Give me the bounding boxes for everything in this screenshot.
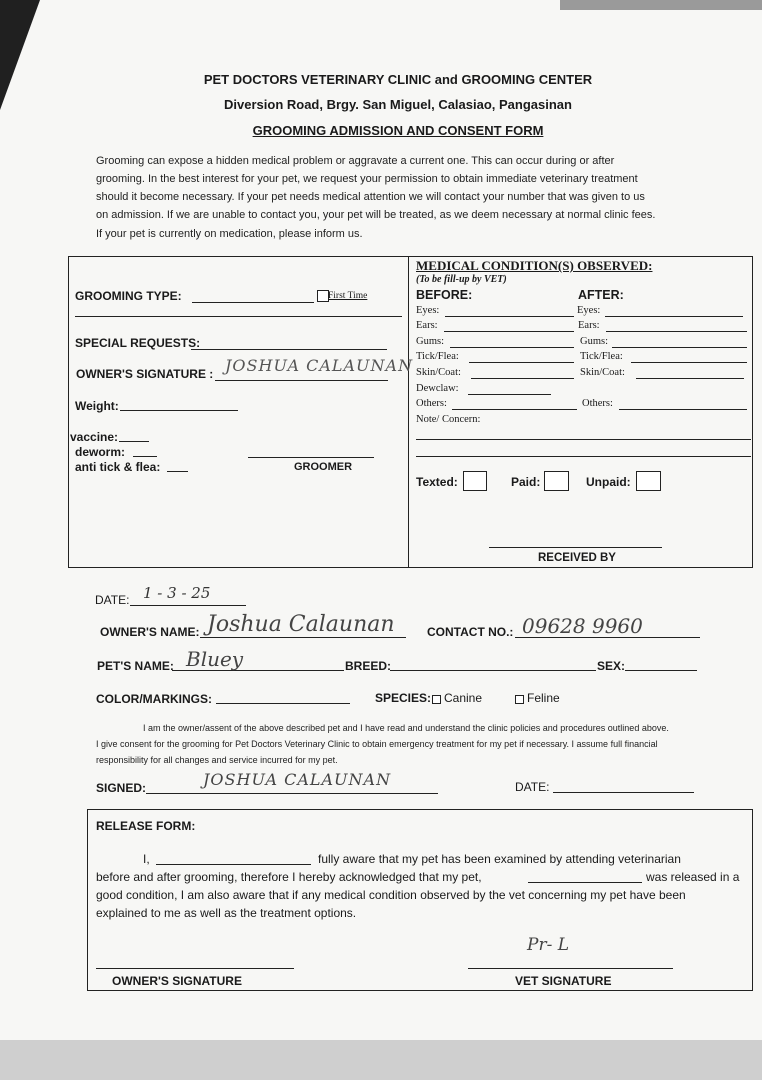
scan-shadow-top: [560, 0, 762, 10]
weight-label: Weight:: [75, 399, 119, 413]
color-markings-line[interactable]: [216, 703, 350, 704]
release-name-line[interactable]: [156, 864, 311, 865]
after-tick-line[interactable]: [631, 362, 747, 363]
after-gums-line[interactable]: [612, 347, 747, 348]
signed-line[interactable]: [146, 793, 438, 794]
intro-line-1: Grooming can expose a hidden medical problem or aggravate a current one. This can occur during or after: [96, 155, 615, 167]
grooming-type-line[interactable]: [192, 302, 314, 303]
before-gums-line[interactable]: [450, 347, 574, 348]
after-others-line[interactable]: [619, 409, 747, 410]
scan-bottom-edge: [0, 1040, 762, 1080]
sex-line[interactable]: [625, 670, 697, 671]
release-line-1b: fully aware that my pet has been examined by attending veterinarian: [318, 852, 681, 866]
consent-line-3: responsibility for all changes and service incurred for my pet.: [96, 755, 338, 765]
received-by-label: RECEIVED BY: [538, 552, 616, 564]
consent-line-1: I am the owner/assent of the above described pet and I have read and understand the clinic policies and procedures outlined above.: [143, 723, 669, 733]
before-others-line[interactable]: [452, 409, 577, 410]
medical-condition-title: MEDICAL CONDITION(S) OBSERVED:: [416, 258, 653, 273]
color-markings-label: COLOR/MARKINGS:: [96, 692, 212, 706]
first-time-label: First Time: [328, 291, 368, 301]
release-form-title: RELEASE FORM:: [96, 819, 196, 833]
release-line-2a: before and after grooming, therefore I hereby acknowledged that my pet,: [96, 870, 482, 884]
breed-line[interactable]: [390, 670, 596, 671]
note-concern-label: Note/ Concern:: [416, 414, 481, 425]
unpaid-label: Unpaid:: [586, 475, 631, 489]
owner-signature-release-line[interactable]: [96, 968, 294, 969]
canine-label: Canine: [444, 691, 483, 705]
grooming-type-line-2[interactable]: [75, 316, 402, 317]
species-label: SPECIES:: [375, 691, 432, 705]
before-tick-line[interactable]: [469, 362, 574, 363]
before-others-label: Others:: [416, 398, 447, 409]
sex-label: SEX:: [597, 659, 626, 673]
after-label: AFTER:: [578, 288, 624, 302]
after-ears-line[interactable]: [606, 331, 747, 332]
canine-checkbox[interactable]: [432, 695, 441, 704]
after-eyes-label: Eyes:: [577, 305, 601, 316]
before-skin-label: Skin/Coat:: [416, 367, 461, 378]
intro-line-5: If your pet is currently on medication, please inform us.: [96, 228, 363, 240]
special-requests-label: SPECIAL REQUESTS:: [75, 336, 201, 350]
deworm-line[interactable]: [133, 456, 157, 457]
owner-signature-line[interactable]: [215, 380, 388, 381]
owner-signature-release-label: OWNER'S SIGNATURE: [112, 974, 242, 988]
owner-name-line[interactable]: [200, 637, 406, 638]
groomer-label: GROOMER: [294, 461, 353, 473]
vet-signature-line[interactable]: [468, 968, 673, 969]
weight-line[interactable]: [120, 410, 238, 411]
intro-line-4: on admission. If we are unable to contact you, your pet will be treated, as we deem necessary at normal clinic fees.: [96, 209, 656, 221]
anti-tick-line[interactable]: [167, 471, 188, 472]
deworm-label: deworm:: [75, 445, 126, 459]
received-by-line[interactable]: [489, 547, 662, 548]
owner-signature-value: JOSHUA CALAUNAN: [225, 356, 414, 375]
texted-checkbox[interactable]: [463, 471, 487, 491]
consent-date-line[interactable]: [553, 792, 694, 793]
paid-checkbox[interactable]: [544, 471, 569, 491]
after-skin-line[interactable]: [636, 378, 744, 379]
contact-label: CONTACT NO.:: [427, 625, 514, 639]
before-tick-label: Tick/Flea:: [416, 351, 459, 362]
release-pet-line[interactable]: [528, 882, 642, 883]
texted-label: Texted:: [416, 475, 458, 489]
after-gums-label: Gums:: [580, 336, 609, 347]
before-label: BEFORE:: [416, 288, 473, 302]
owner-name-label: OWNER'S NAME:: [100, 625, 200, 639]
anti-tick-label: anti tick & flea:: [75, 460, 161, 474]
breed-label: BREED:: [345, 659, 392, 673]
vaccine-line[interactable]: [119, 441, 149, 442]
vet-signature-label: VET SIGNATURE: [515, 974, 612, 988]
medical-condition-subtitle: (To be fill-up by VET): [416, 274, 507, 285]
groomer-line[interactable]: [248, 457, 374, 458]
vaccine-label: vaccine:: [70, 430, 119, 444]
feline-checkbox[interactable]: [515, 695, 524, 704]
after-others-label: Others:: [582, 398, 613, 409]
release-line-2b: was released in a: [646, 870, 740, 884]
scan-shadow-corner: [0, 0, 40, 110]
vet-signature-value: Pr- L: [527, 935, 570, 955]
grooming-type-label: GROOMING TYPE:: [75, 289, 182, 303]
before-dewclaw-label: Dewclaw:: [416, 383, 459, 394]
before-gums-label: Gums:: [416, 336, 445, 347]
before-ears-label: Ears:: [416, 320, 438, 331]
after-skin-label: Skin/Coat:: [580, 367, 625, 378]
date-line[interactable]: [130, 605, 246, 606]
consent-line-2: I give consent for the grooming for Pet Doctors Veterinary Clinic to obtain emergency treatment for my pet if necessary. I assume full financial: [96, 739, 658, 749]
contact-value: 09628 9960: [522, 614, 643, 638]
consent-date-label: DATE:: [515, 780, 550, 794]
date-value: 1 - 3 - 25: [143, 584, 211, 602]
owner-signature-label: OWNER'S SIGNATURE :: [76, 367, 214, 381]
intro-line-3: should it become necessary. If your pet needs medical attention we will contact your number that was given to us: [96, 191, 645, 203]
unpaid-checkbox[interactable]: [636, 471, 661, 491]
special-requests-line[interactable]: [191, 349, 387, 350]
clinic-name: PET DOCTORS VETERINARY CLINIC and GROOMING CENTER: [203, 72, 593, 87]
paid-label: Paid:: [511, 475, 541, 489]
date-label: DATE:: [95, 593, 130, 607]
pet-name-label: PET'S NAME:: [97, 659, 174, 673]
note-line-2[interactable]: [416, 456, 751, 457]
signed-value: JOSHUA CALAUNAN: [203, 770, 392, 789]
after-eyes-line[interactable]: [605, 316, 743, 317]
after-tick-label: Tick/Flea:: [580, 351, 623, 362]
intro-line-2: grooming. In the best interest for your pet, we request your permission to obtain immediate veterinary treatment: [96, 173, 638, 185]
feline-label: Feline: [527, 691, 560, 705]
clinic-address: Diversion Road, Brgy. San Miguel, Calasiao, Pangasinan: [224, 97, 572, 112]
owner-name-value: Joshua Calaunan: [207, 612, 395, 637]
pet-name-value: Bluey: [186, 647, 244, 671]
signed-label: SIGNED:: [96, 781, 147, 795]
before-eyes-label: Eyes:: [416, 305, 440, 316]
before-ears-line[interactable]: [444, 331, 574, 332]
form-title: GROOMING ADMISSION AND CONSENT FORM: [252, 123, 544, 138]
admission-divider: [408, 257, 409, 567]
release-line-3: good condition, I am also aware that if any medical condition observed by the vet concerning my pet have been: [96, 888, 686, 902]
release-line-4: explained to me as well as the treatment options.: [96, 906, 357, 920]
release-line-1a: I,: [143, 852, 150, 866]
before-dewclaw-line[interactable]: [468, 394, 551, 395]
before-skin-line[interactable]: [471, 378, 574, 379]
before-eyes-line[interactable]: [445, 316, 574, 317]
after-ears-label: Ears:: [578, 320, 600, 331]
note-line-1[interactable]: [416, 439, 751, 440]
